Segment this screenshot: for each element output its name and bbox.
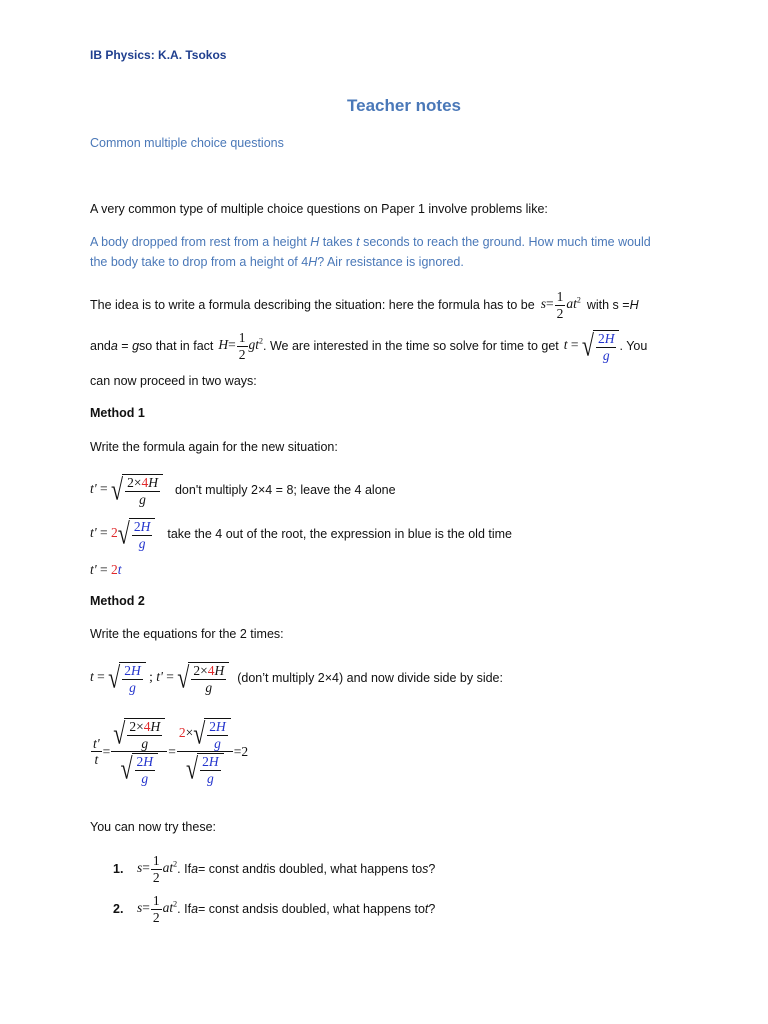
page-title: Teacher notes bbox=[347, 96, 462, 115]
idea-line2: and a = g so that in fact H= $\frac{1}{2}$ $gt^2$ . We are interested in the time so solve for time to get t = √ $\frac{2H}{g}$ . You bbox=[90, 328, 648, 363]
formula-t-sqrt: t = √ $\frac{2H}{g}$ bbox=[564, 330, 620, 362]
method2-heading: Method 2 bbox=[90, 594, 145, 608]
exercise-1: 1. s= $\frac{1}{2}$ $at^2$ . If a = const and t is doubled, what happens to s ? bbox=[113, 853, 436, 885]
formula-s-half-at2: s= $\frac{1}{2}$ $at^2$ bbox=[540, 289, 581, 321]
exercise-2: 2. s= $\frac{1}{2}$ $at^2$ . If a = const and s is doubled, what happens to t ? bbox=[113, 893, 436, 925]
example-question-line2: the body take to drop from a height of 4H? Air resistance is ignored. bbox=[90, 255, 464, 269]
example-question-line1: A body dropped from rest from a height H takes t seconds to reach the ground. How much time would bbox=[90, 235, 651, 249]
method2-text: Write the equations for the 2 times: bbox=[90, 627, 284, 641]
idea-line3: can now proceed in two ways: bbox=[90, 374, 257, 388]
method1-eq1: t' = √ $\frac{2\times 4H}{g}$ don't multiply 2×4 = 8; leave the 4 alone bbox=[90, 472, 396, 507]
method1-text: Write the formula again for the new situation: bbox=[90, 440, 338, 454]
formula-H-half-gt2: H= $\frac{1}{2}$ $gt^2$ bbox=[218, 330, 264, 362]
document-header: IB Physics: K.A. Tsokos bbox=[90, 48, 227, 62]
method2-ratio: $\frac{t'}{t}$ = √ $\frac{2\times 4H}{g}$ √ $\frac{2H}{g}$ = 2× √ $\frac{2H}{g}$ √ $\frac{2H}{g}$ =2 bbox=[93, 716, 249, 786]
intro-paragraph: A very common type of multiple choice questions on Paper 1 involve problems like: bbox=[90, 202, 548, 216]
idea-line1: The idea is to write a formula describing the situation: here the formula has to be s= $\frac{1}{2}$ $at^2$ with s = H bbox=[90, 289, 639, 321]
method1-eq2: t' = 2 √ $\frac{2H}{g}$ take the 4 out of the root, the expression in blue is the old time bbox=[90, 516, 512, 551]
method2-eq1: t = √ $\frac{2H}{g}$ ; t' = √ $\frac{2\times 4H}{g}$ (don’t multiply 2×4) and now divide side by side: bbox=[90, 660, 503, 695]
method1-eq3: t' = 2t bbox=[90, 562, 122, 577]
subtitle: Common multiple choice questions bbox=[90, 136, 284, 150]
try-text: You can now try these: bbox=[90, 820, 217, 834]
method1-heading: Method 1 bbox=[90, 406, 145, 420]
